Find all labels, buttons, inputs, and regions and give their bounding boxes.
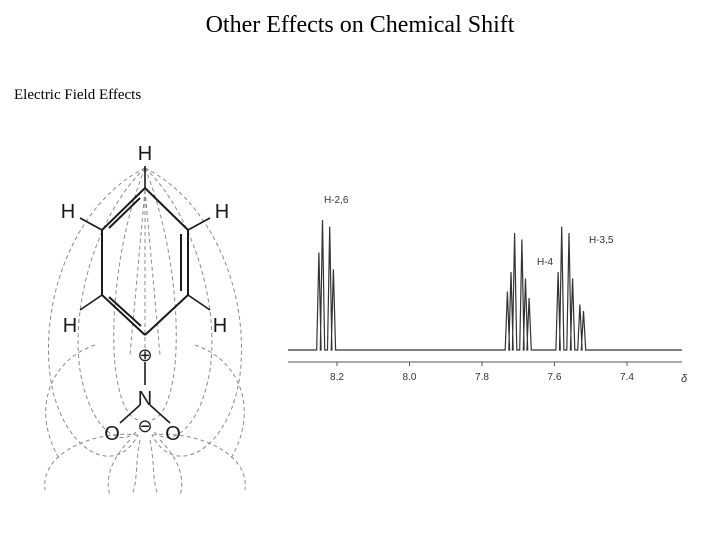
peak-label-h35: H-3,5 xyxy=(589,235,614,246)
tick-label: 7.4 xyxy=(620,372,634,383)
charge-positive: ⊕ xyxy=(137,345,153,365)
field-line xyxy=(130,190,145,355)
atom-h-upper-left: H xyxy=(60,201,76,223)
nitrobenzene-field-diagram xyxy=(20,130,270,500)
slide-title: Other Effects on Chemical Shift xyxy=(205,12,515,38)
atom-h-upper-right: H xyxy=(214,201,230,223)
spectrum-trace xyxy=(288,220,682,350)
ring-bond xyxy=(102,295,145,335)
field-line xyxy=(195,345,244,460)
atom-oxygen-left: O xyxy=(104,423,120,445)
ring-bond xyxy=(145,295,188,335)
atom-nitrogen: N xyxy=(137,388,153,410)
field-line xyxy=(108,440,130,495)
tick-label: 8.0 xyxy=(402,372,417,383)
field-line xyxy=(145,190,160,355)
tick-label: 8.2 xyxy=(330,372,344,383)
atom-oxygen-right: O xyxy=(165,423,181,445)
charge-negative: ⊖ xyxy=(137,416,153,436)
field-line xyxy=(45,434,138,490)
field-line xyxy=(145,168,176,420)
slide-subtitle: Electric Field Effects xyxy=(14,87,142,103)
double-bond-inner xyxy=(109,198,140,228)
field-line xyxy=(114,168,145,420)
nmr-spectrum xyxy=(280,180,700,400)
tick-marks xyxy=(337,362,627,366)
field-line xyxy=(150,440,158,495)
peak-label-h4: H-4 xyxy=(537,257,554,268)
field-line xyxy=(160,440,182,495)
axis-unit-delta: δ xyxy=(681,373,688,385)
tick-label: 7.8 xyxy=(475,372,489,383)
field-line xyxy=(46,345,95,460)
tick-label: 7.6 xyxy=(547,372,562,383)
peak-label-h26: H-2,6 xyxy=(324,195,349,206)
atom-h-top: H xyxy=(137,143,153,165)
field-line xyxy=(132,440,140,495)
atom-h-lower-right: H xyxy=(212,315,228,337)
atom-h-lower-left: H xyxy=(62,315,78,337)
